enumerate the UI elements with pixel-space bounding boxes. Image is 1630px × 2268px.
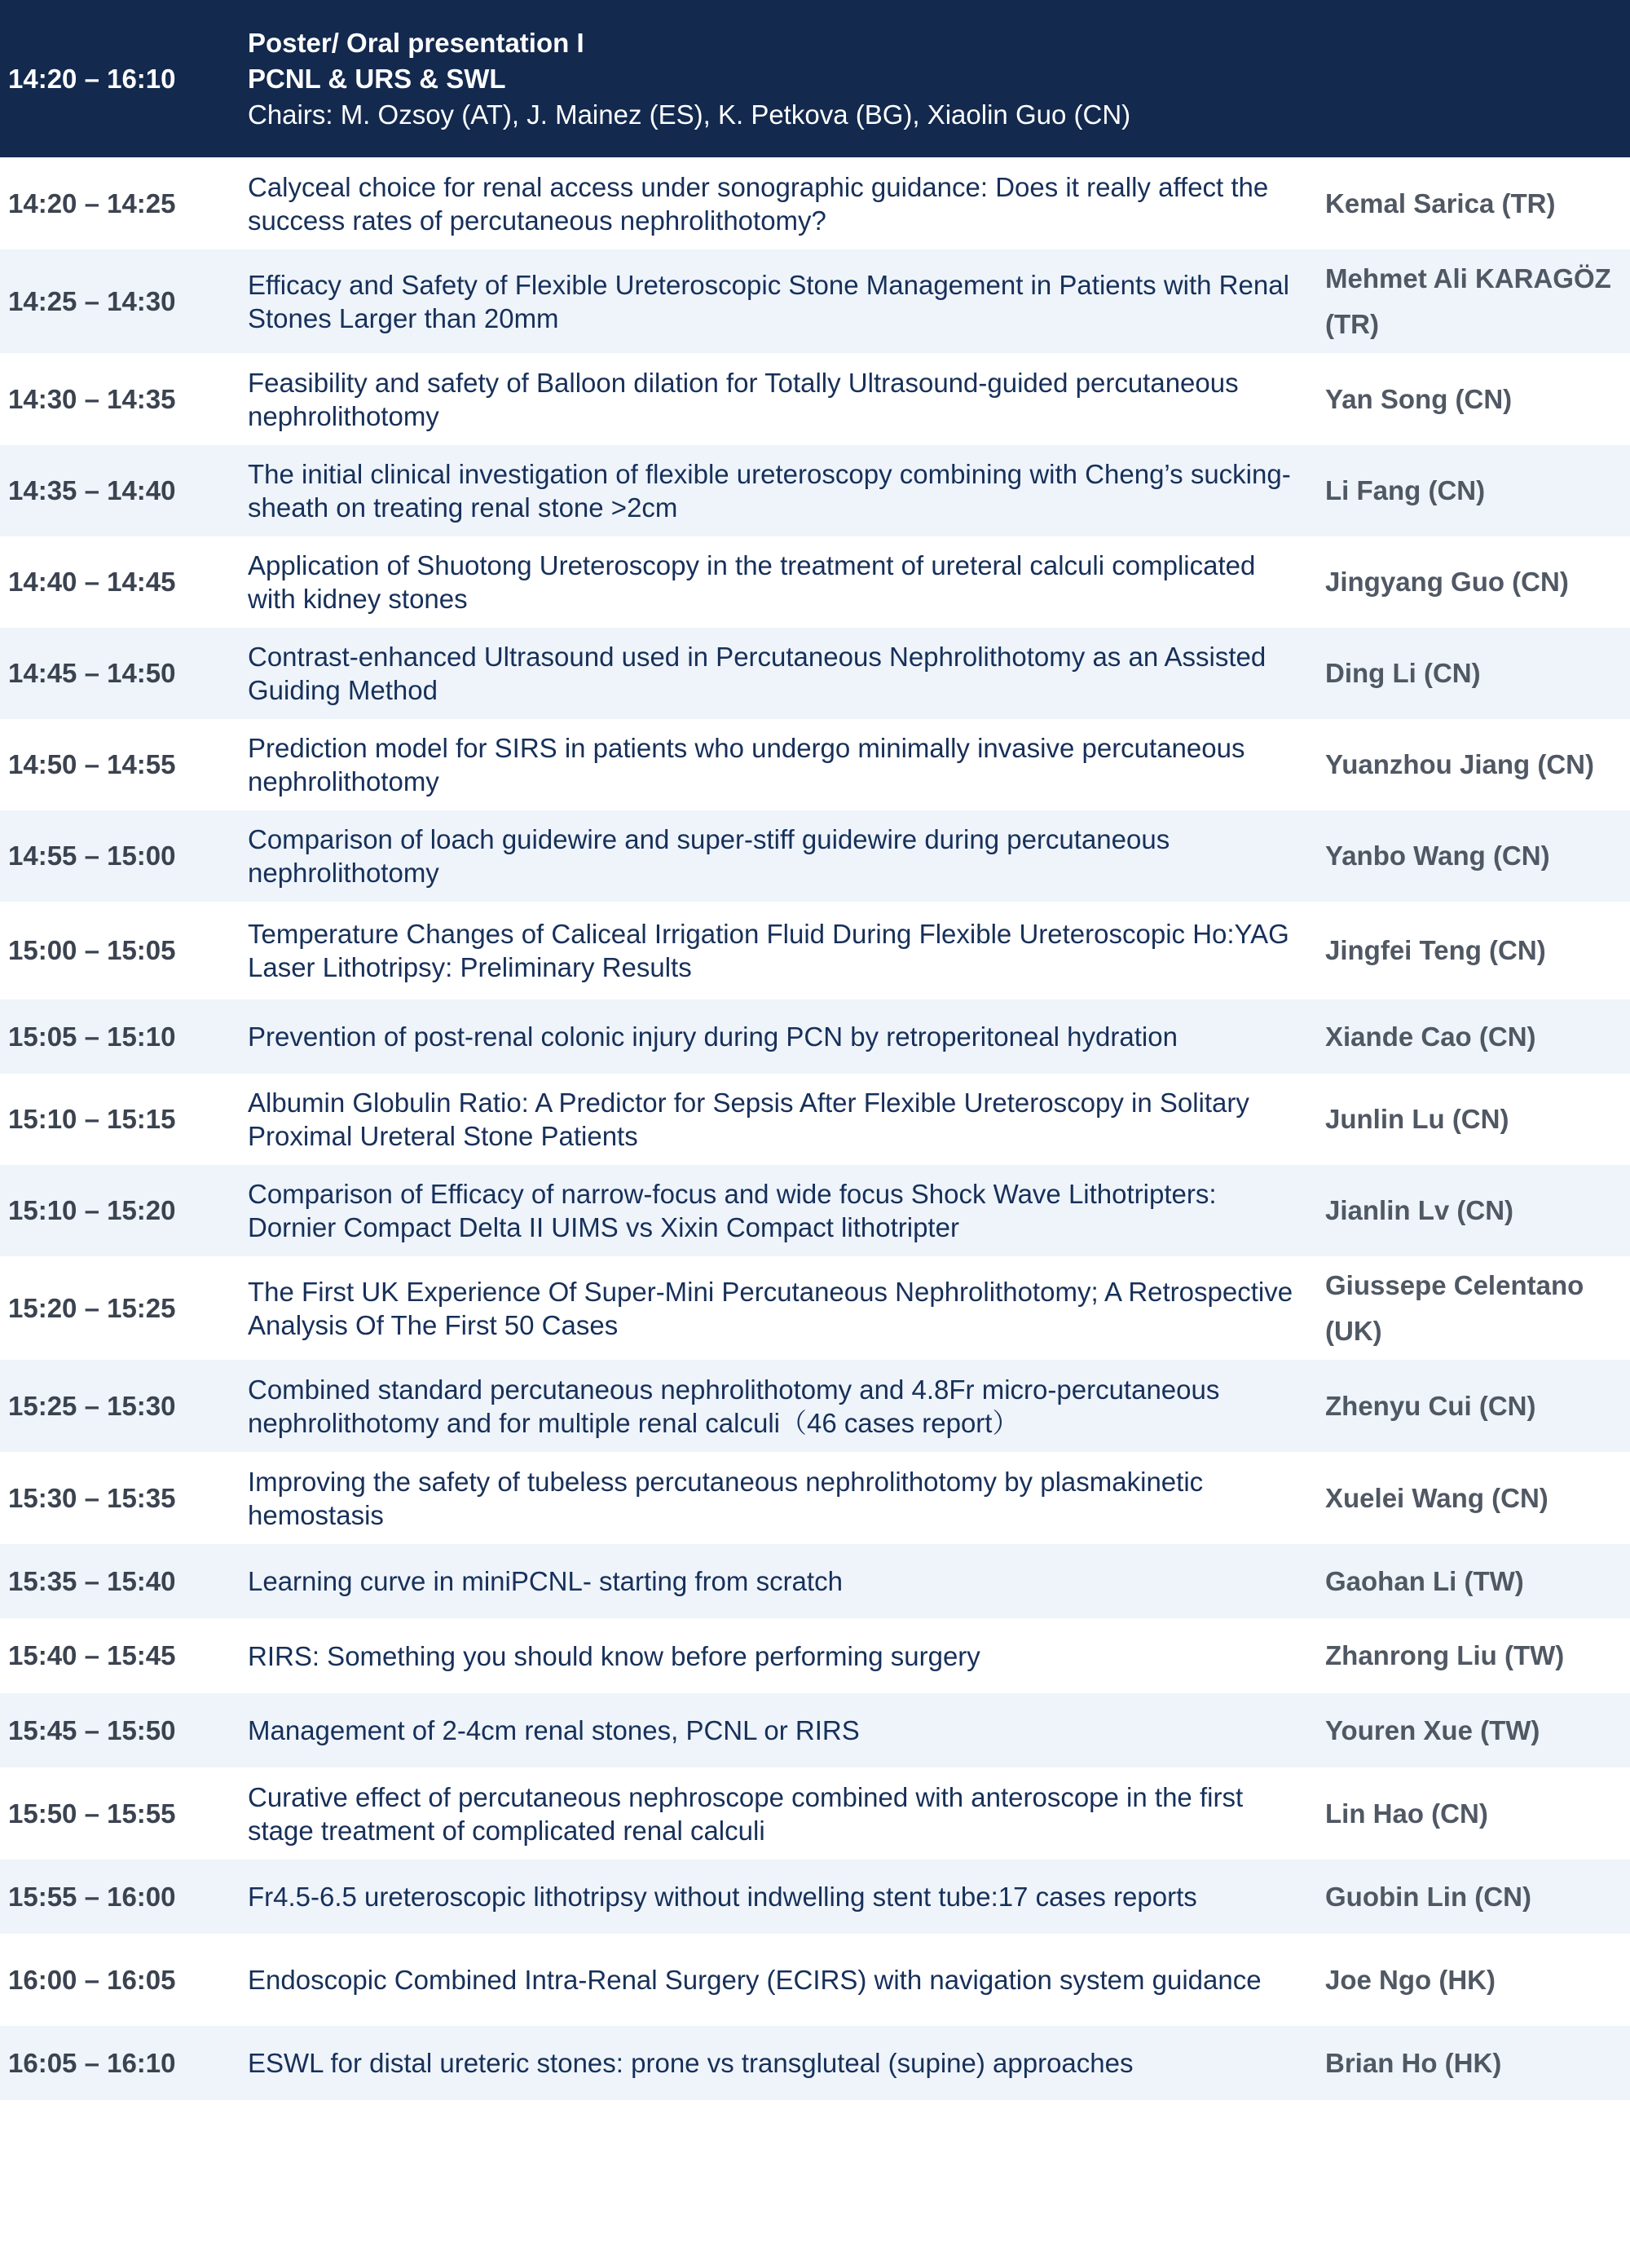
talk-title: Calyceal choice for renal access under sonographic guidance: Does it really affect the success rates of percutaneous nephrolithotomy? xyxy=(248,171,1269,236)
talk-speaker: Jianlin Lv (CN) xyxy=(1325,1195,1514,1225)
talk-time: 15:00 – 15:05 xyxy=(8,935,176,965)
talk-row xyxy=(0,2026,1630,2100)
talk-row xyxy=(0,1860,1630,1934)
talk-row xyxy=(0,1693,1630,1767)
talk-time: 15:05 – 15:10 xyxy=(8,1021,176,1052)
talk-speaker: Li Fang (CN) xyxy=(1325,475,1486,505)
talk-row xyxy=(0,157,1630,249)
talk-title: Prediction model for SIRS in patients who undergo minimally invasive percutaneous nephrolithotomy xyxy=(248,733,1245,796)
talk-title: Efficacy and Safety of Flexible Ureteroscopic Stone Management in Patients with Renal Stones Larger than 20mm xyxy=(248,269,1289,333)
talk-row xyxy=(0,628,1630,719)
talk-row xyxy=(0,249,1630,353)
talk-speaker: Youren Xue (TW) xyxy=(1325,1714,1540,1745)
talk-title: Temperature Changes of Caliceal Irrigation Fluid During Flexible Ureteroscopic Ho:YAG Laser Lithotripsy: Preliminary Results xyxy=(248,919,1289,982)
talk-list xyxy=(0,157,1630,2100)
talk-time: 15:35 – 15:40 xyxy=(8,1565,176,1596)
talk-speaker: Yuanzhou Jiang (CN) xyxy=(1325,749,1594,779)
talk-time: 14:30 – 14:35 xyxy=(8,383,176,414)
talk-speaker: Mehmet Ali KARAGÖZ (TR) xyxy=(1325,263,1611,339)
talk-speaker: Jingyang Guo (CN) xyxy=(1325,567,1569,597)
talk-time: 16:05 – 16:10 xyxy=(8,2047,176,2078)
talk-title: ESWL for distal ureteric stones: prone vs transgluteal (supine) approaches xyxy=(248,2048,1134,2078)
talk-row xyxy=(0,1452,1630,1544)
talk-speaker: Kemal Sarica (TR) xyxy=(1325,188,1556,218)
talk-title: Improving the safety of tubeless percutaneous nephrolithotomy by plasmakinetic hemostasis xyxy=(248,1466,1204,1530)
talk-title: Feasibility and safety of Balloon dilation for Totally Ultrasound-guided percutaneous nephrolithotomy xyxy=(248,367,1239,431)
talk-speaker: Jingfei Teng (CN) xyxy=(1325,935,1546,965)
talk-speaker: Zhenyu Cui (CN) xyxy=(1325,1390,1536,1421)
talk-speaker: Giussepe Celentano (UK) xyxy=(1325,1269,1584,1346)
talk-row xyxy=(0,353,1630,445)
talk-row xyxy=(0,1256,1630,1360)
talk-row xyxy=(0,1074,1630,1165)
talk-time: 14:40 – 14:45 xyxy=(8,567,176,597)
talk-speaker: Zhanrong Liu (TW) xyxy=(1325,1640,1565,1670)
session-chairs: Chairs: M. Ozsoy (AT), J. Mainez (ES), K. Petkova (BG), Xiaolin Guo (CN) xyxy=(248,99,1131,130)
talk-row xyxy=(0,1165,1630,1256)
talk-time: 14:45 – 14:50 xyxy=(8,658,176,688)
talk-title: Endoscopic Combined Intra-Renal Surgery (ECIRS) with navigation system guidance xyxy=(248,1965,1262,1995)
talk-speaker: Joe Ngo (HK) xyxy=(1325,1964,1496,1995)
talk-title: Learning curve in miniPCNL- starting from scratch xyxy=(248,1566,843,1596)
talk-title: Prevention of post-renal colonic injury during PCN by retroperitoneal hydration xyxy=(248,1021,1178,1052)
talk-row xyxy=(0,1934,1630,2026)
talk-speaker: Ding Li (CN) xyxy=(1325,658,1481,688)
talk-row xyxy=(0,536,1630,628)
talk-row xyxy=(0,999,1630,1074)
talk-time: 14:25 – 14:30 xyxy=(8,285,176,316)
talk-time: 15:55 – 16:00 xyxy=(8,1881,176,1912)
talk-row xyxy=(0,1360,1630,1452)
talk-time: 14:50 – 14:55 xyxy=(8,749,176,779)
talk-title: Fr4.5-6.5 ureteroscopic lithotripsy without indwelling stent tube:17 cases reports xyxy=(248,1882,1197,1912)
talk-time: 15:20 – 15:25 xyxy=(8,1292,176,1323)
talk-speaker: Brian Ho (HK) xyxy=(1325,2047,1502,2078)
talk-speaker: Gaohan Li (TW) xyxy=(1325,1565,1524,1596)
talk-title: Comparison of loach guidewire and super-stiff guidewire during percutaneous nephrolithotomy xyxy=(248,824,1170,888)
session-title: Poster/ Oral presentation I xyxy=(248,27,584,58)
talk-time: 14:20 – 14:25 xyxy=(8,188,176,218)
talk-title: Combined standard percutaneous nephrolithotomy and 4.8Fr micro-percutaneous nephrolithotomy and for multiple renal calculi（46 cases report） xyxy=(248,1374,1220,1438)
talk-time: 15:45 – 15:50 xyxy=(8,1714,176,1745)
talk-row xyxy=(0,445,1630,536)
talk-time: 14:35 – 14:40 xyxy=(8,475,176,505)
talk-title: The First UK Experience Of Super-Mini Percutaneous Nephrolithotomy; A Retrospective Analysis Of The First 50 Cases xyxy=(248,1276,1293,1340)
talk-row xyxy=(0,719,1630,810)
talk-speaker: Yan Song (CN) xyxy=(1325,383,1513,414)
talk-row xyxy=(0,902,1630,999)
talk-time: 15:25 – 15:30 xyxy=(8,1390,176,1421)
talk-speaker: Guobin Lin (CN) xyxy=(1325,1881,1531,1912)
talk-time: 15:50 – 15:55 xyxy=(8,1798,176,1829)
session-time: 14:20 – 16:10 xyxy=(8,63,176,94)
talk-row xyxy=(0,810,1630,902)
talk-time: 15:10 – 15:20 xyxy=(8,1195,176,1225)
talk-speaker: Junlin Lu (CN) xyxy=(1325,1104,1509,1134)
talk-speaker: Xiande Cao (CN) xyxy=(1325,1021,1536,1052)
talk-title: RIRS: Something you should know before performing surgery xyxy=(248,1640,980,1671)
session-topic: PCNL & URS & SWL xyxy=(248,63,506,94)
talk-title: Management of 2-4cm renal stones, PCNL or RIRS xyxy=(248,1715,860,1745)
talk-time: 16:00 – 16:05 xyxy=(8,1964,176,1995)
talk-time: 15:40 – 15:45 xyxy=(8,1640,176,1670)
talk-title: Application of Shuotong Ureteroscopy in the treatment of ureteral calculi complicated with kidney stones xyxy=(248,550,1256,614)
talk-title: Contrast-enhanced Ultrasound used in Percutaneous Nephrolithotomy as an Assisted Guiding Method xyxy=(248,642,1267,705)
talk-title: Curative effect of percutaneous nephroscope combined with anteroscope in the first stage treatment of complicated renal calculi xyxy=(248,1781,1244,1846)
talk-title: Comparison of Efficacy of narrow-focus and wide focus Shock Wave Lithotripters: Dornier Compact Delta II UIMS vs Xixin Compact lithotripter xyxy=(248,1179,1217,1242)
talk-row xyxy=(0,1618,1630,1693)
talk-title: Albumin Globulin Ratio: A Predictor for Sepsis After Flexible Ureteroscopy in Solitary Proximal Ureteral Stone Patients xyxy=(248,1088,1249,1151)
talk-time: 15:10 – 15:15 xyxy=(8,1104,176,1134)
session-header xyxy=(0,0,1630,157)
session-info xyxy=(248,25,1630,133)
talk-speaker: Xuelei Wang (CN) xyxy=(1325,1482,1548,1513)
talk-speaker: Lin Hao (CN) xyxy=(1325,1798,1488,1829)
talk-time: 14:55 – 15:00 xyxy=(8,841,176,871)
talk-row xyxy=(0,1767,1630,1860)
talk-time: 15:30 – 15:35 xyxy=(8,1482,176,1513)
talk-speaker: Yanbo Wang (CN) xyxy=(1325,841,1550,871)
talk-row xyxy=(0,1544,1630,1618)
talk-title: The initial clinical investigation of flexible ureteroscopy combining with Cheng’s sucking-sheath on treating renal stone >2cm xyxy=(248,459,1291,523)
